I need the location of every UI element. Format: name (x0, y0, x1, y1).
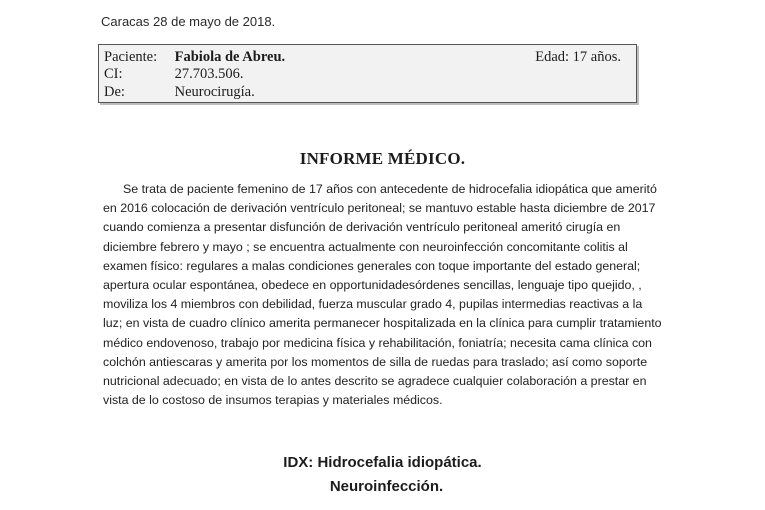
from-label: De: (104, 84, 125, 100)
report-title: INFORME MÉDICO. (299, 149, 466, 168)
ci-row (104, 65, 244, 83)
from-value: Neurocirugía. (174, 84, 255, 100)
diagnosis-secondary: Neuroinfección. (329, 478, 444, 495)
report-body: Se trata de paciente femenino de 17 años con antecedente de hidrocefalia idiopática que ameritó en 2016 colocación de derivación ventrículo peritoneal; se mantuvo estable hasta diciembre de 2017 cuando comienza a presentar disfunción de derivación ventrículo peritoneal ameritó cirugía en diciembre febrero y mayo ; se encuentra actualmente con neuroinfección concomitante colitis al examen físico: regulares a malas condiciones generales con toque importante del estado general; apertura ocular espontánea, obedece en opportunidadesórdenes sencillas, lenguaje tipo quejido, , moviliza los 4 miembros con debilidad, fuerza muscular grado 4, pupilas intermedias reactivas a la luz; en vista de cuadro clínico amerita permanecer hospitalizada en la clínica para cumplir tratamiento médico endovenoso, trabajo por medicina física y rehabilitación, foniatría; necesita cama clínica con colchón antiescaras y amerita por los momentos de silla de ruedas para traslado; así como soporte nutricional adecuado; en vista de lo antes descrito se agradece cualquier colaboración a prestar en vista de lo costoso de insumos terapias y materiales médicos. (103, 182, 662, 408)
from-row (104, 83, 255, 101)
patient-name: Fabiola de Abreu. (174, 49, 286, 65)
patient-label: Paciente: (104, 49, 158, 65)
patient-info-box (98, 44, 637, 103)
patient-age: Edad: 17 años. (535, 49, 621, 65)
diagnosis-primary: IDX: Hidrocefalia idiopática. (283, 454, 482, 471)
ci-label: CI: (104, 66, 123, 82)
date-line: Caracas 28 de mayo de 2018. (101, 14, 276, 29)
ci-value: 27.703.506. (174, 66, 244, 82)
patient-row (104, 48, 285, 66)
